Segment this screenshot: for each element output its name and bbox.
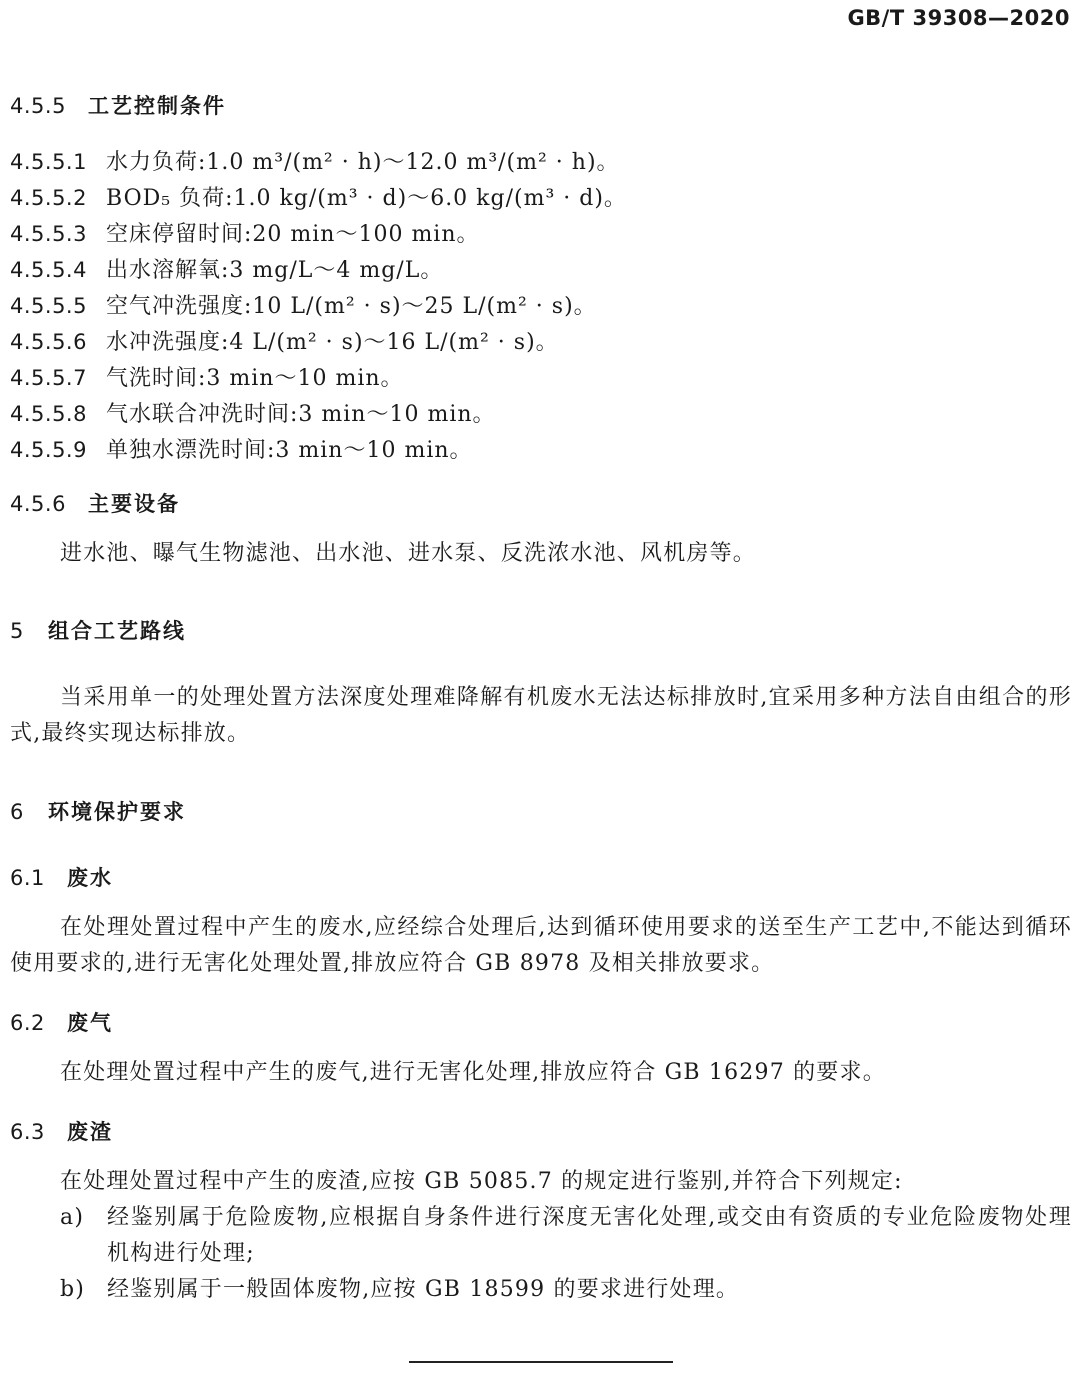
condition-number: 4.5.5.4 bbox=[10, 258, 87, 282]
heading-4-5-5 bbox=[10, 90, 226, 120]
heading-number: 4.5.5 bbox=[10, 94, 66, 118]
paragraph-waste-gas: 在处理处置过程中产生的废气,进行无害化处理,排放应符合 GB 16297 的要求。 bbox=[60, 1060, 886, 1085]
list-marker: b) bbox=[60, 1277, 86, 1302]
heading-title: 废渣 bbox=[67, 1120, 113, 1144]
paragraph-wastewater: 在处理处置过程中产生的废水,应经综合处理后,达到循环使用要求的送至生产工艺中,不能达到循环使用要求的,进行无害化处理处置,排放应符合 GB 8978 及相关排放要求。 bbox=[10, 915, 1072, 976]
list-marker: a) bbox=[60, 1205, 85, 1230]
heading-number: 4.5.6 bbox=[10, 492, 66, 516]
heading-6-1 bbox=[10, 862, 113, 892]
heading-title: 环境保护要求 bbox=[48, 800, 186, 824]
list-item bbox=[60, 1272, 1072, 1308]
heading-title: 主要设备 bbox=[88, 492, 180, 516]
condition-text: 单独水漂洗时间:3 min～10 min。 bbox=[106, 438, 473, 463]
heading-number: 6.2 bbox=[10, 1011, 45, 1035]
condition-number: 4.5.5.6 bbox=[10, 330, 87, 354]
footer-rule bbox=[409, 1361, 673, 1363]
condition-item bbox=[10, 325, 559, 356]
heading-number: 6.3 bbox=[10, 1120, 45, 1144]
heading-title: 工艺控制条件 bbox=[88, 94, 226, 118]
condition-item bbox=[10, 289, 597, 320]
paragraph-combined-process: 当采用单一的处理处置方法深度处理难降解有机废水无法达标排放时,宜采用多种方法自由组合的形式,最终实现达标排放。 bbox=[10, 685, 1072, 746]
heading-6-3 bbox=[10, 1116, 113, 1146]
condition-text: BOD₅ 负荷:1.0 kg/(m³ · d)～6.0 kg/(m³ · d)。 bbox=[106, 186, 627, 211]
condition-number: 4.5.5.2 bbox=[10, 186, 87, 210]
condition-text: 气洗时间:3 min～10 min。 bbox=[106, 366, 404, 391]
heading-number: 6.1 bbox=[10, 866, 45, 890]
condition-item bbox=[10, 433, 473, 464]
heading-number: 6 bbox=[10, 800, 24, 824]
condition-number: 4.5.5.8 bbox=[10, 402, 87, 426]
condition-number: 4.5.5.5 bbox=[10, 294, 87, 318]
condition-item bbox=[10, 145, 620, 176]
condition-item bbox=[10, 397, 496, 428]
heading-6 bbox=[10, 796, 186, 826]
condition-text: 水力负荷:1.0 m³/(m² · h)～12.0 m³/(m² · h)。 bbox=[106, 150, 620, 175]
condition-item bbox=[10, 181, 627, 212]
heading-6-2 bbox=[10, 1007, 113, 1037]
list-text: 经鉴别属于危险废物,应根据自身条件进行深度无害化处理,或交由有资质的专业危险废物处理机构进行处理; bbox=[107, 1205, 1072, 1266]
heading-title: 废水 bbox=[67, 866, 113, 890]
condition-text: 空床停留时间:20 min～100 min。 bbox=[106, 222, 480, 247]
condition-number: 4.5.5.1 bbox=[10, 150, 87, 174]
heading-number: 5 bbox=[10, 619, 24, 643]
paragraph-equipment: 进水池、曝气生物滤池、出水池、进水泵、反洗浓水池、风机房等。 bbox=[60, 541, 757, 566]
list-item bbox=[60, 1200, 1072, 1272]
condition-text: 气水联合冲洗时间:3 min～10 min。 bbox=[106, 402, 496, 427]
condition-text: 出水溶解氧:3 mg/L～4 mg/L。 bbox=[106, 258, 444, 283]
heading-title: 组合工艺路线 bbox=[48, 619, 186, 643]
condition-number: 4.5.5.7 bbox=[10, 366, 87, 390]
paragraph-waste-residue: 在处理处置过程中产生的废渣,应按 GB 5085.7 的规定进行鉴别,并符合下列规定: bbox=[60, 1169, 903, 1194]
condition-number: 4.5.5.3 bbox=[10, 222, 87, 246]
heading-5 bbox=[10, 615, 186, 645]
heading-title: 废气 bbox=[67, 1011, 113, 1035]
condition-text: 水冲洗强度:4 L/(m² · s)～16 L/(m² · s)。 bbox=[106, 330, 559, 355]
list-text: 经鉴别属于一般固体废物,应按 GB 18599 的要求进行处理。 bbox=[107, 1277, 740, 1302]
condition-item bbox=[10, 361, 404, 392]
condition-text: 空气冲洗强度:10 L/(m² · s)～25 L/(m² · s)。 bbox=[106, 294, 597, 319]
standard-code: GB/T 39308—2020 bbox=[847, 6, 1070, 30]
condition-item bbox=[10, 253, 443, 284]
condition-item bbox=[10, 217, 480, 248]
condition-number: 4.5.5.9 bbox=[10, 438, 87, 462]
heading-4-5-6 bbox=[10, 488, 180, 518]
